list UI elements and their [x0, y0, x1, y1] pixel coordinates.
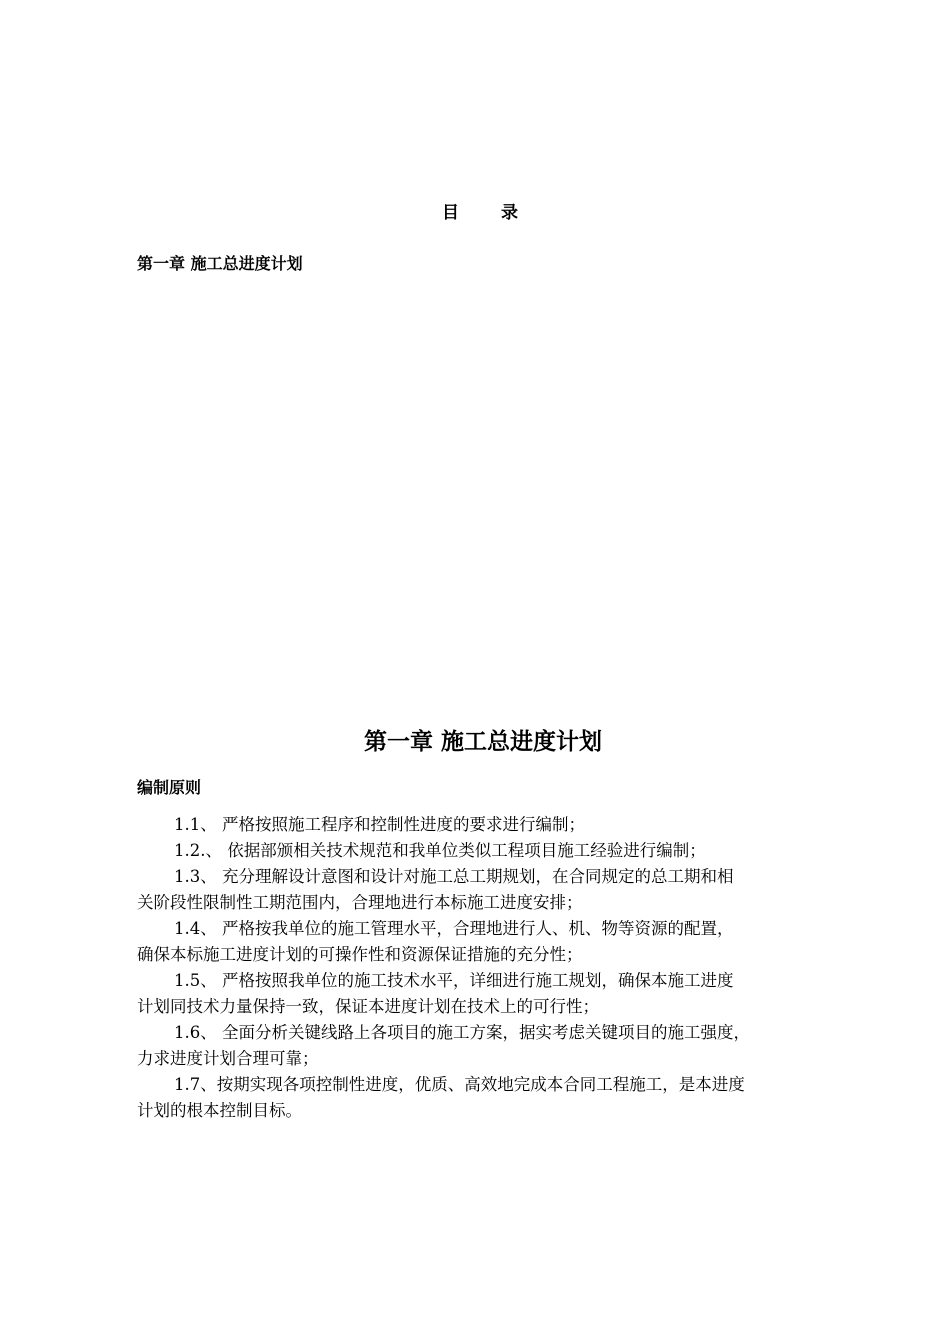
chapter-title: 第一章 施工总进度计划 [363, 729, 602, 755]
paragraph-line: 计划的根本控制目标。 [137, 1101, 302, 1120]
toc-title [0, 198, 950, 223]
paragraph-line: 1.2.、 依据部颁相关技术规范和我单位类似工程项目施工经验进行编制； [174, 841, 706, 860]
paragraph-line: 确保本标施工进度计划的可操作性和资源保证措施的充分性； [137, 945, 583, 964]
body-text [137, 812, 843, 1124]
paragraph-line: 1.4、 严格按我单位的施工管理水平，合理地进行人、机、物等资源的配置， [174, 919, 734, 938]
paragraph-line: 计划同技术力量保持一致，保证本进度计划在技术上的可行性； [137, 997, 599, 1016]
paragraph-line: 1.7、按期实现各项控制性进度，优质、高效地完成本合同工程施工，是本进度 [174, 1075, 745, 1094]
paragraph-line: 1.5、 严格按照我单位的施工技术水平，详细进行施工规划，确保本施工进度 [174, 971, 734, 990]
paragraph-line: 力求进度计划合理可靠； [137, 1049, 319, 1068]
paragraph-line: 关阶段性限制性工期范围内，合理地进行本标施工进度安排； [137, 893, 583, 912]
paragraph-line: 1.6、 全面分析关键线路上各项目的施工方案，据实考虑关键项目的施工强度， [174, 1023, 750, 1042]
toc-title-left: 目 [442, 203, 459, 223]
toc-title-right: 录 [501, 203, 518, 223]
toc-entry-chapter-1[interactable]: 第一章 施工总进度计划 [137, 254, 303, 273]
paragraph-line: 1.3、 充分理解设计意图和设计对施工总工期规划，在合同规定的总工期和相 [174, 867, 734, 886]
section-heading: 编制原则 [137, 778, 202, 797]
paragraph-line: 1.1、 严格按照施工程序和控制性进度的要求进行编制； [174, 815, 585, 834]
